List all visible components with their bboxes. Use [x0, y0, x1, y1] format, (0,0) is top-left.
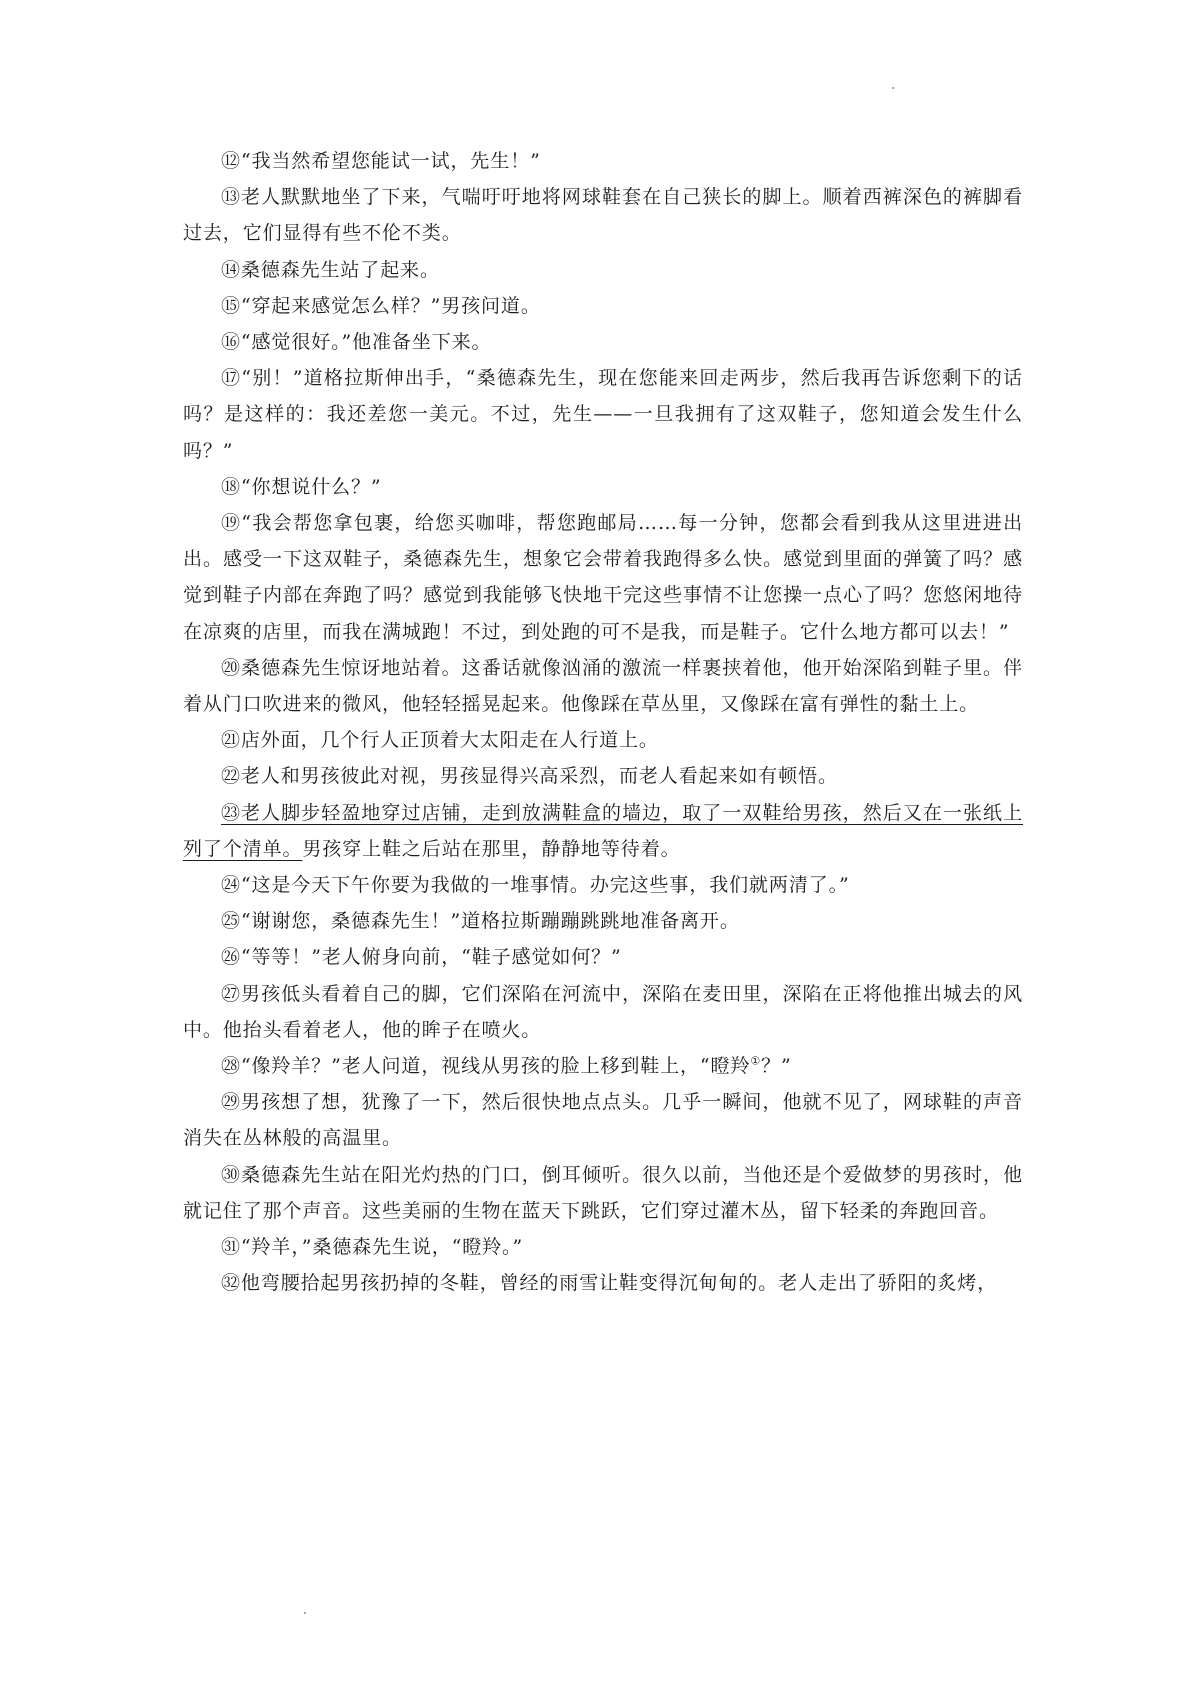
paragraph-13	[183, 179, 1023, 251]
paragraph-text: ⑱“你想说什么？”	[221, 475, 382, 498]
paragraph-text: ㉗男孩低头看着自己的脚，它们深陷在河流中，深陷在麦田里，深陷在正将他推出城去的风中。他抬头看着老人，他的眸子在喷火。	[183, 982, 1023, 1041]
scan-speck	[304, 1612, 306, 1614]
paragraph-25	[183, 903, 1023, 939]
paragraph-text: ㉛“羚羊，”桑德森先生说，“瞪羚。”	[221, 1236, 524, 1259]
paragraph-27	[183, 976, 1023, 1048]
paragraph-text: 男孩穿上鞋之后站在那里，静静地等待着。	[302, 837, 681, 860]
footnote-marker: ①	[750, 1054, 762, 1068]
paragraph-text: ⑮“穿起来感觉怎么样？”男孩问道。	[221, 294, 541, 317]
underlined-sentence: ㉓老人脚步轻盈地穿过店铺，走到放满鞋盒的墙边，取了一双鞋给男孩，然后又在一张纸上列了个清单。	[183, 801, 1023, 860]
paragraph-18	[183, 469, 1023, 505]
paragraph-22	[183, 758, 1023, 794]
paragraph-text: ⑯“感觉很好。”他准备坐下来。	[221, 331, 492, 354]
paragraph-text: ⑳桑德森先生惊讶地站着。这番话就像汹涌的激流一样裹挟着他，他开始深陷到鞋子里。伴着从门口吹进来的微风，他轻轻摇晃起来。他像踩在草丛里，又像踩在富有弹性的黏土上。	[183, 656, 1023, 716]
paragraph-text: ㉑店外面，几个行人正顶着大太阳走在人行道上。	[221, 729, 659, 752]
paragraph-12	[183, 143, 1023, 179]
paragraph-text: ㉘“像羚羊？”老人问道，视线从男孩的脸上移到鞋上，“瞪羚	[221, 1055, 751, 1078]
scan-speck	[892, 87, 894, 89]
paragraph-21	[183, 722, 1023, 758]
paragraph-text: ㉜他弯腰拾起男孩扔掉的冬鞋，曾经的雨雪让鞋变得沉甸甸的。老人走出了骄阳的炙烤，	[221, 1272, 998, 1295]
paragraph-19	[183, 505, 1023, 650]
paragraph-30	[183, 1157, 1023, 1229]
paragraph-29	[183, 1084, 1023, 1156]
paragraph-26	[183, 939, 1023, 975]
paragraph-text: ㉔“这是今天下午你要为我做的一堆事情。办完这些事，我们就两清了。”	[221, 874, 850, 897]
paragraph-17	[183, 360, 1023, 469]
paragraph-28	[183, 1048, 1023, 1084]
paragraph-32	[183, 1265, 1023, 1301]
paragraph-text-end: ？”	[761, 1055, 792, 1078]
paragraph-text: ⑫“我当然希望您能试一试，先生！”	[221, 150, 541, 172]
paragraph-text: ⑲“我会帮您拿包裹，给您买咖啡，帮您跑邮局……每一分钟，您都会看到我从这里进进出出。感受一下这双鞋子，桑德森先生，想象它会带着我跑得多么快。感觉到里面的弹簧了吗？感觉到鞋子内部在奔跑了吗？感觉到我能够飞快地干完这些事情不让您操一点心了吗？您悠闲地待在凉爽的店里，而我在满城跑！不过，到处跑的可不是我，而是鞋子。它什么地方都可以去！”	[183, 512, 1023, 643]
paragraph-text: ⑬老人默默地坐了下来，气喘吁吁地将网球鞋套在自己狭长的脚上。顺着西裤深色的裤脚看过去，它们显得有些不伦不类。	[183, 186, 1023, 245]
paragraph-14	[183, 252, 1023, 288]
paragraph-31	[183, 1229, 1023, 1265]
paragraph-text: ㉙男孩想了想，犹豫了一下，然后很快地点点头。几乎一瞬间，他就不见了，网球鞋的声音消失在丛林般的高温里。	[183, 1091, 1023, 1150]
paragraph-text: ㉒老人和男孩彼此对视，男孩显得兴高采烈，而老人看起来如有顿悟。	[221, 765, 838, 788]
paragraph-24	[183, 867, 1023, 903]
paragraph-16	[183, 324, 1023, 360]
paragraph-text: ㉚桑德森先生站在阳光灼热的门口，倒耳倾听。很久以前，当他还是个爱做梦的男孩时，他就记住了那个声音。这些美丽的生物在蓝天下跳跃，它们穿过灌木丛，留下轻柔的奔跑回音。	[183, 1163, 1023, 1222]
paragraph-text: ㉖“等等！”老人俯身向前，“鞋子感觉如何？”	[221, 946, 622, 969]
paragraph-23	[183, 795, 1023, 867]
paragraph-text: ⑰“别！”道格拉斯伸出手，“桑德森先生，现在您能来回走两步，然后我再告诉您剩下的话吗？是这样的：我还差您一美元。不过，先生——一旦我拥有了这双鞋子，您知道会发生什么吗？”	[183, 367, 1023, 462]
paragraph-text: ㉕“谢谢您，桑德森先生！”道格拉斯蹦蹦跳跳地准备离开。	[221, 910, 740, 933]
paragraph-20	[183, 650, 1023, 722]
story-text	[183, 143, 1023, 1302]
paragraph-text: ⑭桑德森先生站了起来。	[221, 258, 440, 281]
paragraph-15	[183, 288, 1023, 324]
